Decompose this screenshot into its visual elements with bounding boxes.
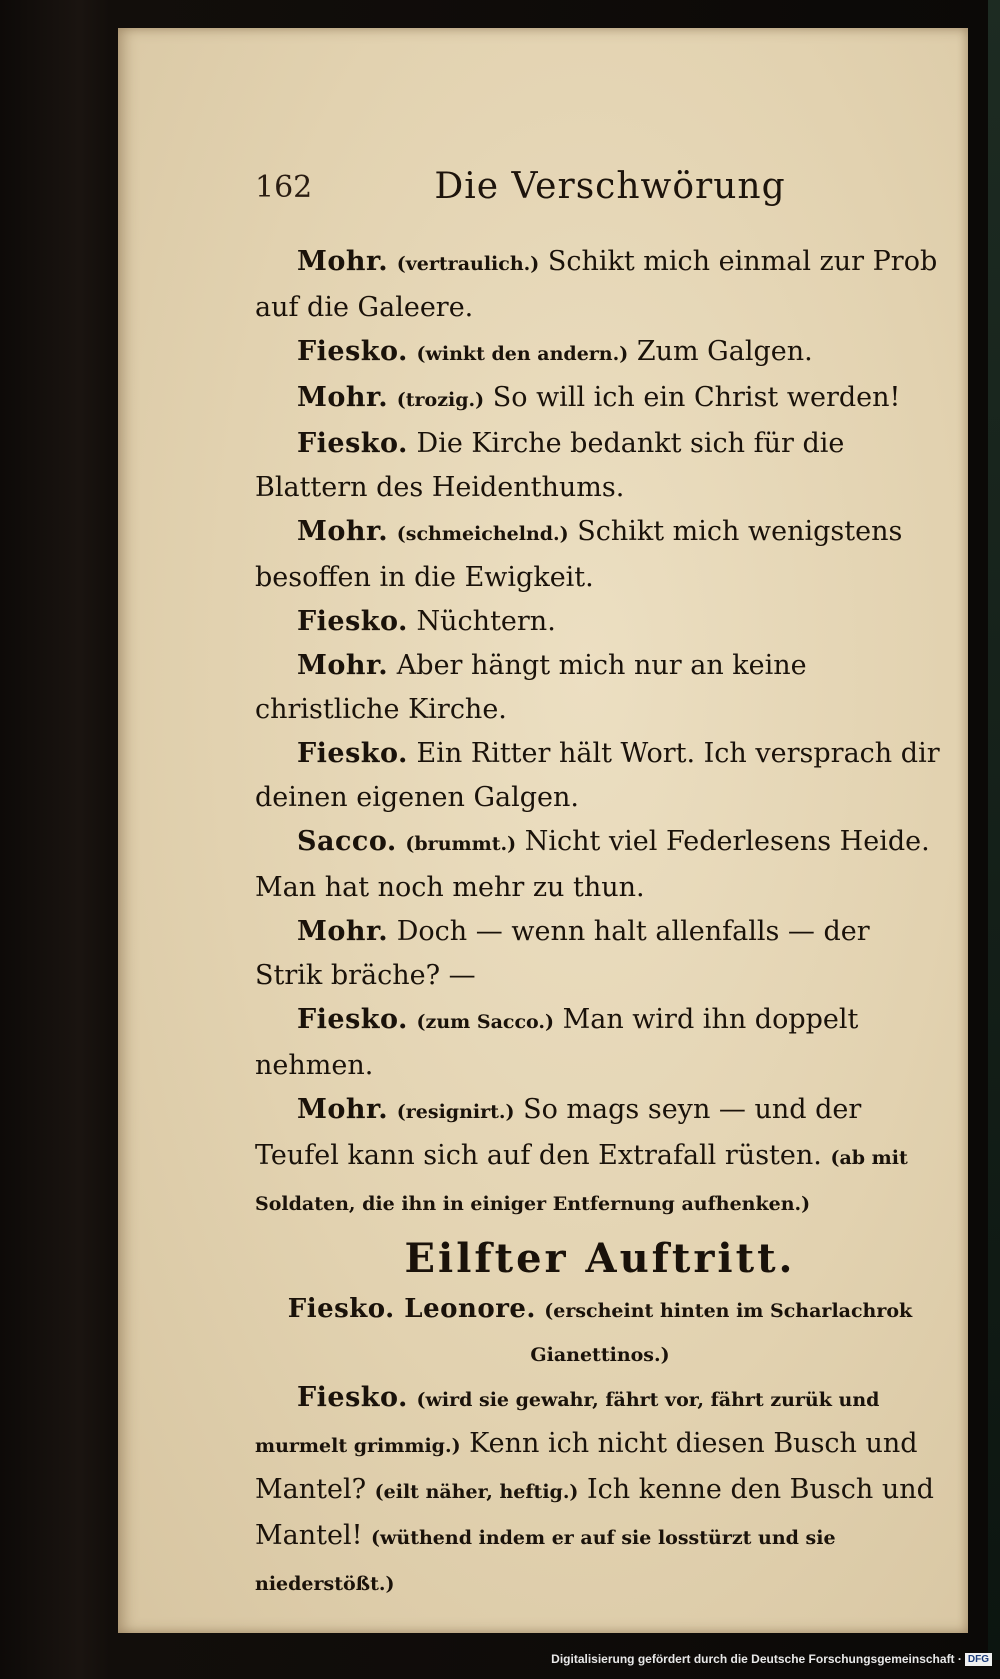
- speech: Zum Galgen.: [636, 336, 813, 367]
- speech: Schikt mich wenigstens besoffen in die Ewigkeit.: [255, 516, 903, 593]
- speech: Nicht viel Federlesens Heide. Man hat noch mehr zu thun.: [255, 826, 930, 903]
- speaker: Mohr.: [297, 516, 389, 547]
- running-title: Die Verschwörung: [434, 166, 786, 207]
- stage-direction: (eilt näher, heftig.): [374, 1481, 579, 1503]
- speaker: Fiesko.: [297, 336, 408, 367]
- scene-cast: [255, 1288, 945, 1376]
- stage-direction: (zum Sacco.): [416, 1011, 554, 1033]
- speaker: Fiesko.: [297, 738, 408, 769]
- speaker: Mohr.: [297, 916, 389, 947]
- stage-direction: (trozig.): [396, 389, 485, 411]
- stage-direction: (vertraulich.): [396, 253, 540, 275]
- credit-text: Digitalisierung gefördert durch die Deutsche Forschungsgemeinschaft ·: [551, 1652, 962, 1666]
- stage-direction: (resignirt.): [396, 1101, 515, 1123]
- speech: Schikt mich einmal zur Prob auf die Galeere.: [255, 246, 938, 323]
- page-header: [135, 166, 945, 230]
- book-edge: [988, 0, 1000, 1660]
- speaker: Fiesko.: [297, 606, 408, 637]
- speech-line: [255, 600, 945, 644]
- speech: Aber hängt mich nur an keine christliche Kirche.: [255, 650, 807, 725]
- speech-line: [255, 330, 945, 376]
- digitization-credit: [0, 1652, 1000, 1674]
- speech: Ich kenne den Busch und Mantel!: [255, 1474, 934, 1551]
- stage-direction: (winkt den andern.): [416, 343, 629, 365]
- stage-direction: (wüthend indem er auf sie losstürzt und sie niederstößt.): [255, 1527, 836, 1595]
- speaker: Fiesko.: [297, 428, 408, 459]
- speech: Man wird ihn doppelt nehmen.: [255, 1004, 859, 1081]
- speaker: Fiesko.: [297, 1382, 408, 1413]
- dfg-logo: DFG: [965, 1653, 992, 1666]
- scene-heading: Eilfter Auftritt.: [404, 1235, 796, 1282]
- speaker: Fiesko.: [297, 1004, 408, 1035]
- speech: So mags seyn — und der Teufel kann sich auf den Extrafall rüsten.: [255, 1094, 862, 1171]
- speaker: Sacco.: [297, 826, 397, 857]
- stage-direction: (brummt.): [405, 833, 517, 855]
- speaker: Mohr.: [297, 382, 389, 413]
- cast-stage-direction: (erscheint hinten im Scharlachrok Gianettinos.): [530, 1300, 913, 1366]
- speech-line: [255, 1376, 945, 1606]
- speech: Die Kirche bedankt sich für die Blattern des Heidenthums.: [255, 428, 845, 503]
- speech: Doch — wenn halt allenfalls — der Strik bräche? —: [255, 916, 870, 991]
- speaker: Mohr.: [297, 246, 389, 277]
- page-body: [255, 240, 945, 1606]
- speech-line: [255, 998, 945, 1088]
- speech-line: [255, 240, 945, 330]
- speaker: Mohr.: [297, 650, 389, 681]
- speech: Kenn ich nicht diesen Busch und Mantel?: [255, 1428, 918, 1505]
- page-number: 162: [255, 170, 313, 205]
- speech-line: [255, 510, 945, 600]
- stage-direction: (wird sie gewahr, fährt vor, fährt zurük und murmelt grimmig.): [255, 1389, 880, 1457]
- speech: Ein Ritter hält Wort. Ich versprach dir deinen eigenen Galgen.: [255, 738, 940, 813]
- speech-line: [255, 1088, 945, 1226]
- cast-names: Fiesko. Leonore.: [287, 1294, 536, 1324]
- speech-line: [255, 644, 945, 732]
- speech-line: [255, 732, 945, 820]
- speech: So will ich ein Christ werden!: [492, 382, 901, 413]
- speech-line: [255, 376, 945, 422]
- stage-direction: (schmeichelnd.): [396, 523, 569, 545]
- speech-line: [255, 910, 945, 998]
- speech-line: [255, 422, 945, 510]
- exit-direction: (ab mit Soldaten, die ihn in einiger Entfernung aufhenken.): [255, 1147, 908, 1215]
- speech: Nüchtern.: [416, 606, 556, 637]
- speaker: Mohr.: [297, 1094, 389, 1125]
- speech-line: [255, 820, 945, 910]
